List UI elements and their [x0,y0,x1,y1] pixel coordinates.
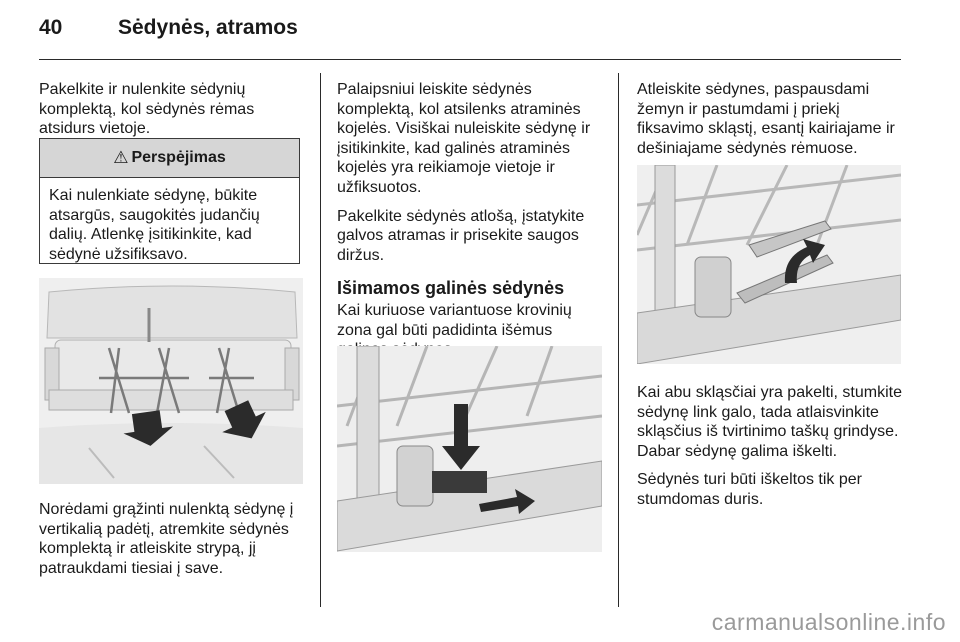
sliding-door-paragraph: Sėdynės turi būti iškeltos tik per stumdomas duris. [637,471,862,508]
return-paragraph: Norėdami grąžinti nulenktą sėdynę į vertikalią padėtį, atremkite sėdynės komplektą ir atleiskite strypą, jį patraukdami tiesiai į save. [39,501,294,577]
intro-paragraph: Pakelkite ir nulenkite sėdynių komplektą, kol sėdynės rėmas atsidurs vietoje. [39,81,255,138]
left-column-return [39,500,303,587]
column-divider-left [320,73,321,607]
latch-lift-illustration [637,165,901,364]
removable-seats-paragraph: Kai kuriuose variantuose krovinių zona gal būti padidinta išėmus [337,301,572,339]
warning-body: Kai nulenkiate sėdynę, būkite atsargūs, saugokitės judančių dalių. Atlenkę įsitikinkite, kad sėdynė užsifiksavo. [49,187,260,263]
section-heading: Išimamos galinės sėdynės [337,278,565,299]
page-number: 40 [39,16,63,39]
push-seat-paragraph: Kai abu skląsčiai yra pakelti, stumkite sėdynę link galo, tada atlaisvinkite skląsčius iš tvirtinimo taškų grindyse. Dabar sėdynę galima iškelti. [637,384,902,460]
column-divider-right [618,73,619,607]
warning-title: Perspėjimas [131,149,226,166]
warning-box [39,138,300,264]
warning-header [40,139,299,178]
raise-backrest-paragraph: Pakelkite sėdynės atlošą, įstatykite galvos atramas ir prisekite saugos diržus. [337,207,585,264]
right-column-release [637,80,901,167]
lower-seat-paragraph: Palaipsniui leiskite sėdynės komplektą, kol atsilenks atraminės kojelės. Visiškai nuleiskite sėdynę ir įsitikinkite, kad galinės atraminės kojelės yra reikiamoje vietoje ir užfiksuotos. [337,81,591,196]
watermark: carmanualsonline.info [711,609,946,635]
page-title: Sėdynės, atramos [118,16,298,39]
release-latch-paragraph: Atleiskite sėdynes, paspausdami žemyn ir pastumdami į priekį fiksavimo skląstį, esantį kairiajame ir dešiniajame sėdynės rėmuose. [637,81,895,157]
right-column-lift [637,383,903,519]
header-rule [39,59,901,60]
seat-folded-illustration [39,278,303,484]
latch-release-illustration [337,346,602,552]
middle-column [337,80,601,369]
warning-triangle-icon: ⚠ [113,148,129,167]
